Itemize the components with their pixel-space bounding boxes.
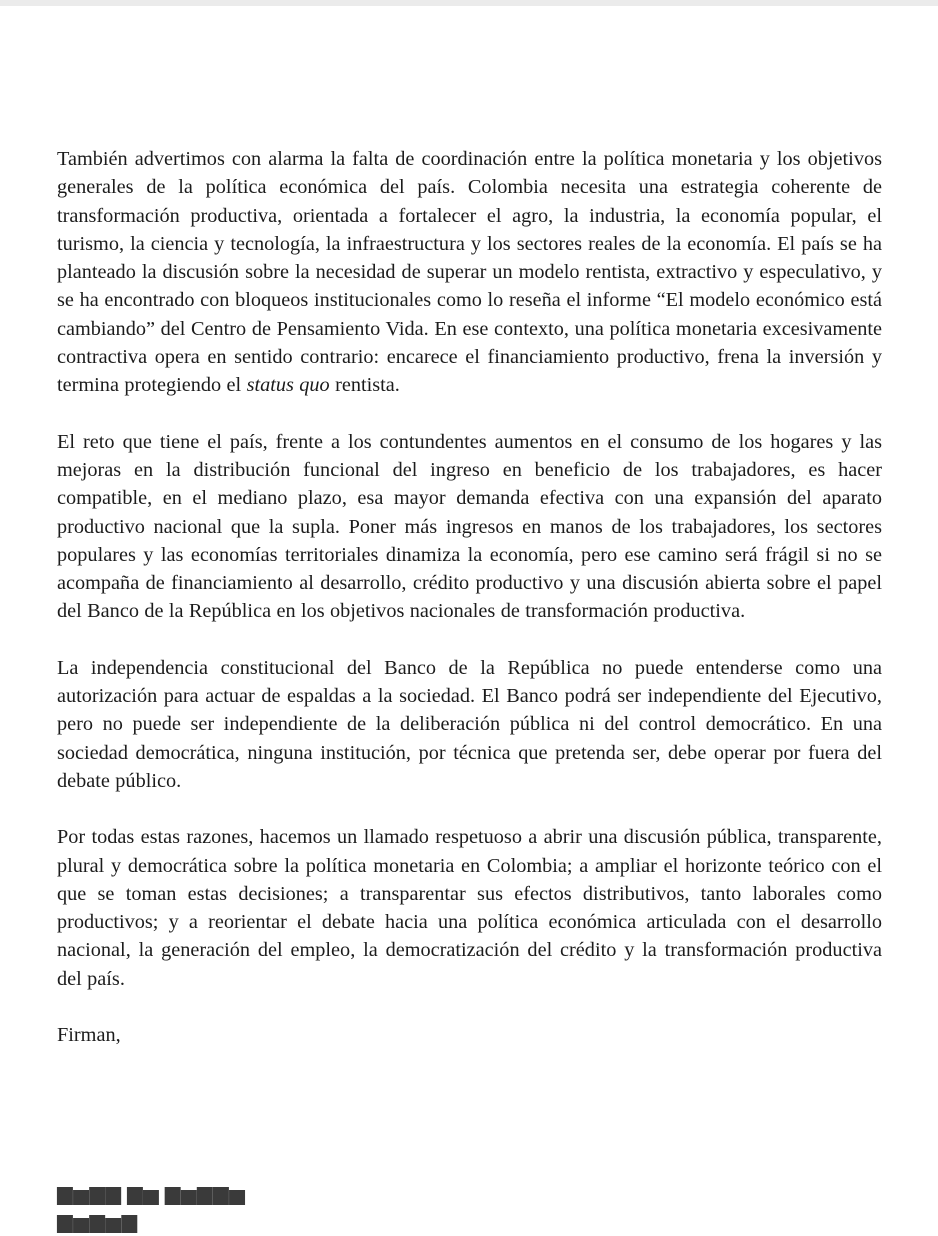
paragraph-coordination-end: rentista. bbox=[329, 374, 400, 397]
top-edge-strip bbox=[0, 0, 938, 6]
cut-off-signature-line: ▆▅▆▆ ▆▅ ▆▅▆▆▅ ▆▅▆▅▆ bbox=[57, 1183, 246, 1233]
paragraph-call-to-action: Por todas estas razones, hacemos un llamado respetuoso a abrir una discusión pública, transparente, plural y democrática sobre la política monetaria en Colombia; a ampliar el horizonte teórico con el que se toman estas decisiones; a transparentar sus efectos distributivos, tanto laborales como productivos; y a reorientar el debate hacia una política económica articulada con el desarrollo nacional, la generación del empleo, la democratización del crédito y la transformación productiva del país. bbox=[57, 826, 882, 990]
paragraph-coordination-text: También advertimos con alarma la falta de coordinación entre la política monetaria y los objetivos generales de la política económica del país. Colombia necesita una estrategia coherente de transformación productiva, orientada a fortalecer el agro, la industria, la economía popular, el turismo, la ciencia y tecnología, la infraestructura y los sectores reales de la economía. El país se ha planteado la discusión sobre la necesidad de superar un modelo rentista, extractivo y especulativo, y se ha encontrado con bloqueos institucionales como lo reseña el informe “El modelo económico está cambiando” del Centro de Pensamiento Vida. En ese contexto, una política monetaria excesivamente contractiva opera en sentido contrario: encarece el financiamiento productivo, frena la inversión y termina protegiendo el bbox=[57, 148, 882, 397]
letter-body bbox=[57, 145, 882, 1049]
signoff: Firman, bbox=[57, 1024, 121, 1047]
paragraph-coordination bbox=[57, 145, 882, 400]
paragraph-challenge: El reto que tiene el país, frente a los contundentes aumentos en el consumo de los hogares y las mejoras en la distribución funcional del ingreso en beneficio de los trabajadores, es hacer compatible, en el mediano plazo, esa mayor demanda efectiva con una expansión del aparato productivo nacional que la supla. Poner más ingresos en manos de los trabajadores, los sectores populares y las economías territoriales dinamiza la economía, pero ese camino será frágil si no se acompaña de financiamiento al desarrollo, crédito productivo y una discusión abierta sobre el papel del Banco de la República en los objetivos nacionales de transformación productiva. bbox=[57, 430, 882, 623]
status-quo-italic: status quo bbox=[246, 374, 330, 397]
paragraph-independence: La independencia constitucional del Banco de la República no puede entenderse como una autorización para actuar de espaldas a la sociedad. El Banco podrá ser independiente del Ejecutivo, pero no puede ser independiente de la deliberación pública ni del control democrático. En una sociedad democrática, ninguna institución, por técnica que pretenda ser, debe operar por fuera del debate público. bbox=[57, 656, 882, 792]
